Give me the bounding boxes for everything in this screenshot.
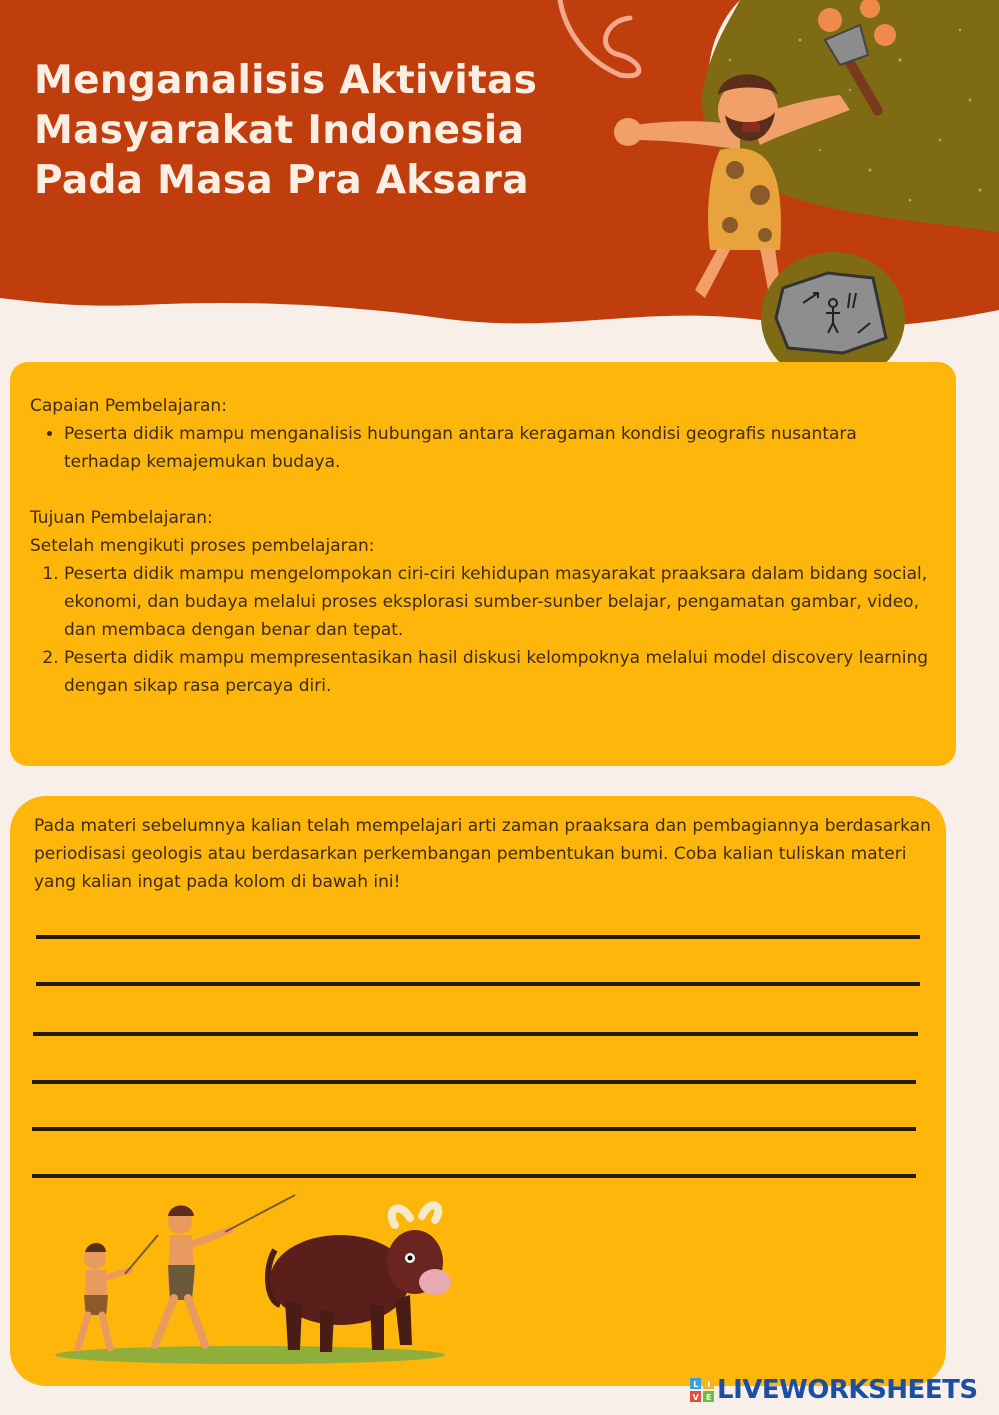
answer-line-6[interactable]: [32, 1174, 916, 1178]
title-line: Menganalisis Aktivitas: [34, 58, 538, 103]
list-item: 2. Peserta didik mampu mempresentasikan hasil diskusi kelompoknya melalui model discovery learning dengan sikap rasa percaya diri.: [64, 644, 930, 700]
capaian-heading: Capaian Pembelajaran:: [30, 396, 227, 416]
list-item: 1. Peserta didik mampu mengelompokan ciri-ciri kehidupan masyarakat praaksara dalam bidang social, ekonomi, dan budaya melalui proses eksplorasi sumber-sunber belajar, pengamatan gambar, video, dan membaca dengan benar dan tepat.: [64, 560, 930, 644]
list-item: • Peserta didik mampu menganalisis hubungan antara keragaman kondisi geografis nusantara terhadap kemajemukan budaya.: [64, 420, 930, 476]
answer-line-4[interactable]: [32, 1080, 916, 1084]
brand-text: LIVEWORKSHEETS: [717, 1375, 978, 1405]
answer-line-3[interactable]: [33, 1032, 918, 1036]
answer-line-2[interactable]: [36, 982, 920, 986]
spacer: [30, 476, 930, 504]
capaian-list: [30, 420, 930, 476]
tujuan-intro: Setelah mengikuti proses pembelajaran:: [30, 536, 375, 556]
liveworksheets-brand: [690, 1375, 978, 1405]
logo-letter: L: [693, 1380, 698, 1389]
tujuan-heading: Tujuan Pembelajaran:: [30, 508, 213, 528]
learning-objectives-panel: [10, 362, 956, 766]
answer-line-5[interactable]: [32, 1127, 916, 1131]
logo-letter: V: [692, 1393, 699, 1402]
title-line: Pada Masa Pra Aksara: [34, 158, 529, 203]
title-line: Masyarakat Indonesia: [34, 108, 525, 153]
task-prompt: Pada materi sebelumnya kalian telah mempelajari arti zaman praaksara dan pembagiannya berdasarkan periodisasi geologis atau berdasarkan perkembangan pembentukan bumi. Coba kalian tuliskan materi yang kalian ingat pada kolom di bawah ini!: [34, 816, 931, 892]
tujuan-list: [30, 560, 930, 700]
liveworksheets-logo-icon: [690, 1378, 714, 1402]
hunting-scene-illustration: [50, 1190, 460, 1370]
page-title: [34, 56, 594, 206]
logo-letter: I: [707, 1380, 710, 1389]
logo-letter: E: [706, 1393, 711, 1402]
answer-line-1[interactable]: [36, 935, 920, 939]
